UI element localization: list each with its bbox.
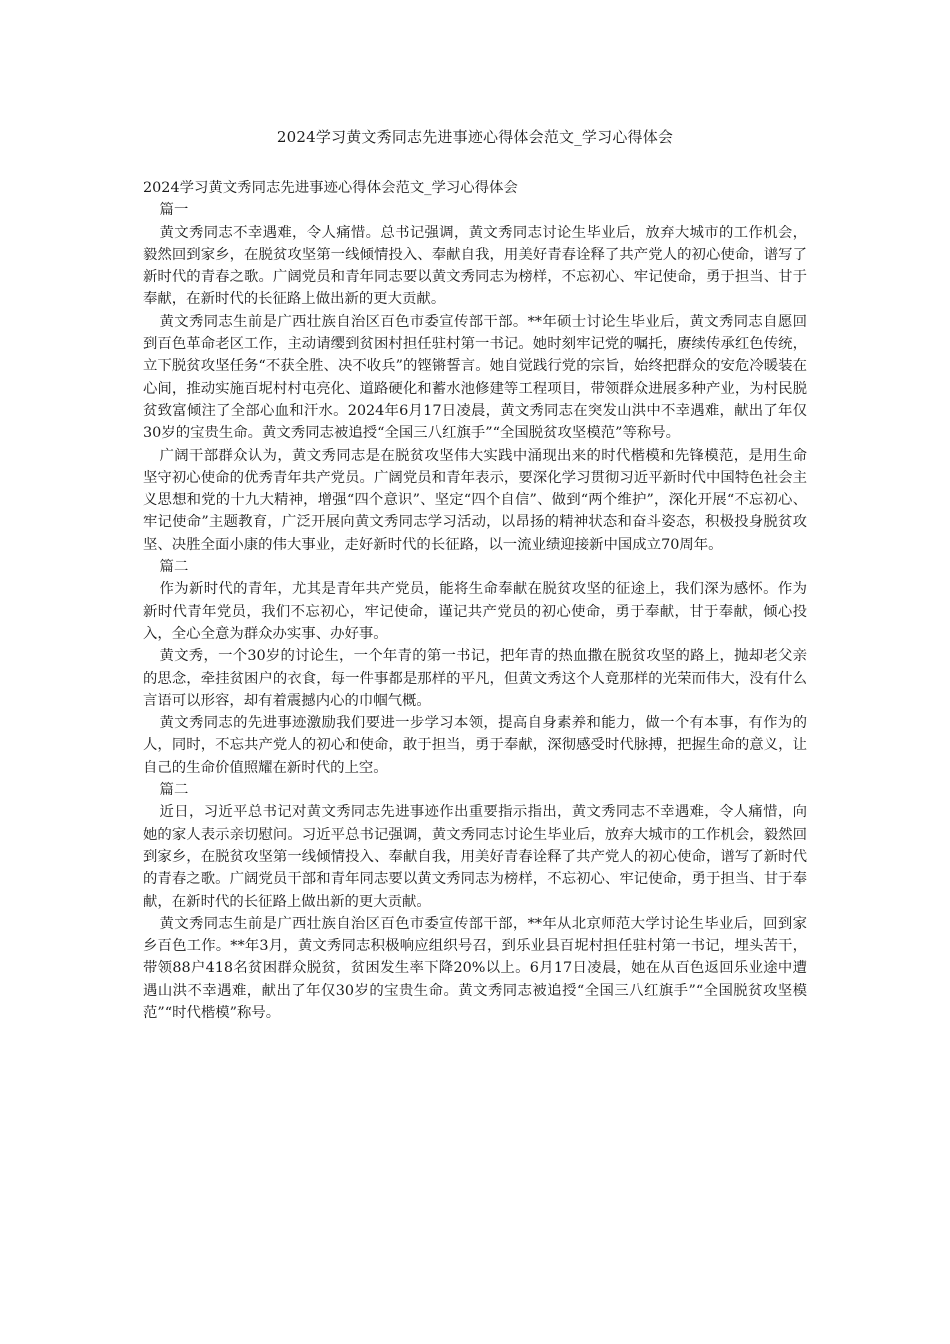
section-label: 篇二: [159, 559, 189, 576]
section-label: 篇一: [159, 202, 189, 219]
paragraph: 黄文秀同志不幸遇难，令人痛惜。总书记强调，黄文秀同志讨论生毕业后，放弃大城市的工作机会，毅然回到家乡，在脱贫攻坚第一线倾情投入、奉献自我，用美好青春诠释了共产党人的初心使命，谱写了新时代的青春之歌。广阔党员和青年同志要以黄文秀同志为榜样，不忘初心、牢记使命，勇于担当、甘于奉献，在新时代的长征路上做出新的更大贡献。: [143, 224, 807, 308]
paragraph: 广阔干部群众认为，黄文秀同志是在脱贫攻坚伟大实践中涌现出来的时代楷模和先锋模范，是用生命坚守初心使命的优秀青年共产党员。广阔党员和青年表示，要深化学习贯彻习近平新时代中国特色社会主义思想和党的十九大精神，增强“四个意识”、坚定“四个自信”、做到“两个维护”，深化开展“不忘初心、牢记使命”主题教育，广泛开展向黄文秀同志学习活动，以昂扬的精神状态和奋斗姿态，积极投身脱贫攻坚、决胜全面小康的伟大事业，走好新时代的长征路，以一流业绩迎接新中国成立70周年。: [143, 447, 807, 553]
document-subtitle: 2024学习黄文秀同志先进事迹心得体会范文_学习心得体会: [143, 180, 518, 196]
document-title: 2024学习黄文秀同志先进事迹心得体会范文_学习心得体会: [276, 128, 674, 146]
paragraph: 黄文秀同志生前是广西壮族自治区百色市委宣传部干部。**年硕士讨论生毕业后，黄文秀同志自愿回到百色革命老区工作，主动请缨到贫困村担任驻村第一书记。她时刻牢记党的嘱托，赓续传承红色传统，立下脱贫攻坚任务“不获全胜、决不收兵”的铿锵誓言。她自觉践行党的宗旨，始终把群众的安危冷暖装在心间，推动实施百坭村村屯亮化、道路硬化和蓄水池修建等工程项目，带领群众进展多种产业，为村民脱贫致富倾注了全部心血和汗水。2024年6月17日凌晨，黄文秀同志在突发山洪中不幸遇难，献出了年仅30岁的宝贵生命。黄文秀同志被追授“全国三八红旗手”“全国脱贫攻坚模范”等称号。: [143, 313, 807, 442]
paragraph: 黄文秀，一个30岁的讨论生，一个年青的第一书记，把年青的热血撒在脱贫攻坚的路上，抛却老父亲的思念，牵挂贫困户的衣食，每一件事都是那样的平凡，但黄文秀这个人竟那样的光荣而伟大，没有什么言语可以形容，却有着震撼内心的巾帼气概。: [143, 648, 807, 709]
paragraph: 作为新时代的青年，尤其是青年共产党员，能将生命奉献在脱贫攻坚的征途上，我们深为感怀。作为新时代青年党员，我们不忘初心，牢记使命，谨记共产党员的初心使命，勇于奉献，甘于奉献，倾心投入，全心全意为群众办实事、办好事。: [143, 581, 807, 642]
paragraph: 近日，习近平总书记对黄文秀同志先进事迹作出重要指示指出，黄文秀同志不幸遇难，令人痛惜，向她的家人表示亲切慰问。习近平总书记强调，黄文秀同志讨论生毕业后，放弃大城市的工作机会，毅然回到家乡，在脱贫攻坚第一线倾情投入、奉献自我，用美好青春诠释了共产党人的初心使命，谱写了新时代的青春之歌。广阔党员干部和青年同志要以黄文秀同志为榜样，不忘初心、牢记使命，勇于担当、甘于奉献，在新时代的长征路上做出新的更大贡献。: [143, 804, 807, 910]
paragraph: 黄文秀同志生前是广西壮族自治区百色市委宣传部干部，**年从北京师范大学讨论生毕业后，回到家乡百色工作。**年3月，黄文秀同志积极响应组织号召，到乐业县百坭村担任驻村第一书记，埋头苦干，带领88户418名贫困群众脱贫，贫困发生率下降20%以上。6月17日凌晨，她在从百色返回乐业途中遭遇山洪不幸遇难，献出了年仅30岁的宝贵生命。黄文秀同志被追授“全国三八红旗手”“全国脱贫攻坚模范”“时代楷模”称号。: [143, 915, 807, 1021]
document-body: [143, 177, 807, 1024]
section-label: 篇二: [159, 782, 189, 799]
paragraph: 黄文秀同志的先进事迹激励我们要进一步学习本领，提高自身素养和能力，做一个有本事，有作为的人，同时，不忘共产党人的初心和使命，敢于担当，勇于奉献，深彻感受时代脉搏，把握生命的意义，让自己的生命价值照耀在新时代的上空。: [143, 715, 807, 776]
